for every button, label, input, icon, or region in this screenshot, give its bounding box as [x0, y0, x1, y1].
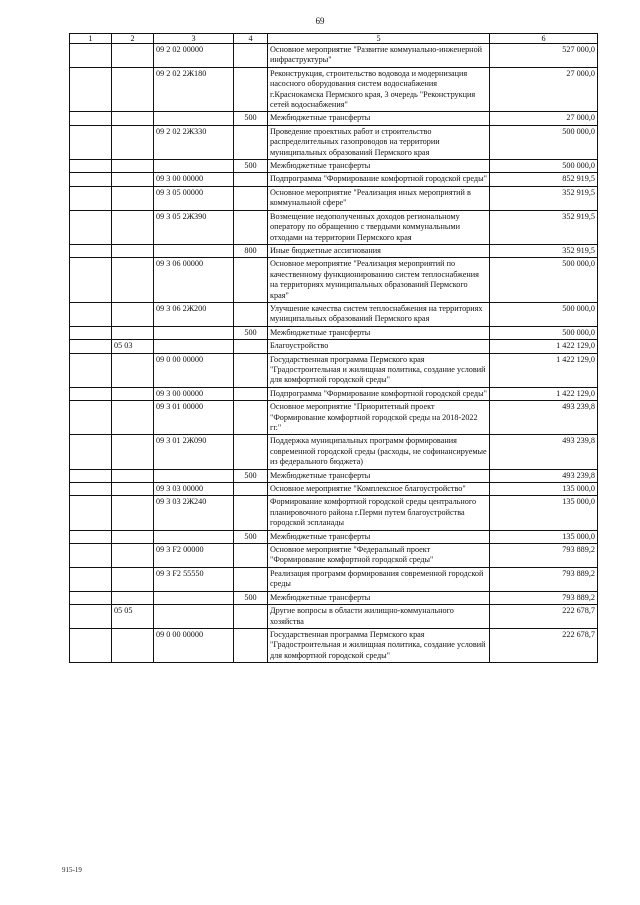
table-row [70, 401, 598, 435]
table-row [70, 469, 598, 482]
cell-col-1 [70, 302, 112, 326]
section-code-cell [112, 387, 154, 400]
table-row [70, 496, 598, 530]
budget-table [69, 33, 598, 663]
description-cell: Реконструкция, строительство водовода и модернизация насосного оборудования систем водоснабжения г.Краснокамска Пермского края, 3 очередь "Реконструкция сетей водоснабжения" [268, 67, 490, 112]
section-code-cell [112, 160, 154, 173]
expense-type-cell [234, 496, 268, 530]
expense-type-cell [234, 435, 268, 469]
section-code-cell [112, 67, 154, 112]
column-header: 5 [268, 34, 490, 44]
description-cell: Межбюджетные трансферты [268, 469, 490, 482]
cell-col-1 [70, 628, 112, 662]
table-row [70, 605, 598, 629]
target-article-cell: 09 3 00 00000 [154, 173, 234, 186]
target-article-cell: 09 2 02 2Ж180 [154, 67, 234, 112]
amount-cell: 222 678,7 [490, 605, 598, 629]
table-row [70, 67, 598, 112]
cell-col-1 [70, 496, 112, 530]
cell-col-1 [70, 401, 112, 435]
amount-cell: 493 239,8 [490, 401, 598, 435]
table-row [70, 483, 598, 496]
amount-cell: 852 919,5 [490, 173, 598, 186]
column-header: 3 [154, 34, 234, 44]
target-article-cell: 09 3 03 00000 [154, 483, 234, 496]
table-row [70, 544, 598, 568]
section-code-cell [112, 567, 154, 591]
section-code-cell [112, 544, 154, 568]
target-article-cell [154, 605, 234, 629]
amount-cell: 1 422 129,0 [490, 340, 598, 353]
description-cell: Основное мероприятие "Развитие коммунально-инженерной инфраструктуры" [268, 44, 490, 68]
target-article-cell: 09 3 06 00000 [154, 258, 234, 303]
target-article-cell [154, 340, 234, 353]
amount-cell: 352 919,5 [490, 244, 598, 257]
cell-col-1 [70, 591, 112, 604]
section-code-cell [112, 530, 154, 543]
description-cell: Благоустройство [268, 340, 490, 353]
expense-type-cell [234, 353, 268, 387]
section-code-cell: 05 03 [112, 340, 154, 353]
column-header: 6 [490, 34, 598, 44]
cell-col-1 [70, 112, 112, 125]
expense-type-cell [234, 628, 268, 662]
cell-col-1 [70, 340, 112, 353]
cell-col-1 [70, 353, 112, 387]
amount-cell: 493 239,8 [490, 435, 598, 469]
cell-col-1 [70, 530, 112, 543]
table-row [70, 353, 598, 387]
expense-type-cell [234, 44, 268, 68]
table-header-row [70, 34, 598, 44]
expense-type-cell [234, 567, 268, 591]
section-code-cell [112, 496, 154, 530]
section-code-cell [112, 210, 154, 244]
cell-col-1 [70, 326, 112, 339]
table-row [70, 628, 598, 662]
cell-col-1 [70, 210, 112, 244]
target-article-cell: 09 3 01 00000 [154, 401, 234, 435]
target-article-cell [154, 326, 234, 339]
table-row [70, 210, 598, 244]
amount-cell: 500 000,0 [490, 160, 598, 173]
section-code-cell [112, 326, 154, 339]
target-article-cell: 09 3 03 2Ж240 [154, 496, 234, 530]
description-cell: Реализация программ формирования современной городской среды [268, 567, 490, 591]
target-article-cell: 09 0 00 00000 [154, 353, 234, 387]
table-row [70, 567, 598, 591]
table-row [70, 340, 598, 353]
page-number: 69 [315, 16, 325, 26]
amount-cell: 500 000,0 [490, 258, 598, 303]
expense-type-cell: 800 [234, 244, 268, 257]
description-cell: Подпрограмма "Формирование комфортной городской среды" [268, 387, 490, 400]
cell-col-1 [70, 186, 112, 210]
expense-type-cell [234, 173, 268, 186]
table-row [70, 173, 598, 186]
section-code-cell [112, 591, 154, 604]
section-code-cell: 05 05 [112, 605, 154, 629]
expense-type-cell: 500 [234, 591, 268, 604]
column-header: 1 [70, 34, 112, 44]
target-article-cell: 09 3 05 2Ж390 [154, 210, 234, 244]
expense-type-cell: 500 [234, 112, 268, 125]
table-row [70, 302, 598, 326]
section-code-cell [112, 435, 154, 469]
section-code-cell [112, 353, 154, 387]
expense-type-cell: 500 [234, 530, 268, 543]
amount-cell: 500 000,0 [490, 302, 598, 326]
description-cell: Государственная программа Пермского края "Градостроительная и жилищная политика, создание условий для комфортной городской среды" [268, 353, 490, 387]
expense-type-cell [234, 302, 268, 326]
section-code-cell [112, 125, 154, 159]
amount-cell: 27 000,0 [490, 67, 598, 112]
description-cell: Основное мероприятие "Комплексное благоустройство" [268, 483, 490, 496]
target-article-cell: 09 3 F2 00000 [154, 544, 234, 568]
cell-col-1 [70, 435, 112, 469]
expense-type-cell [234, 340, 268, 353]
cell-col-1 [70, 173, 112, 186]
target-article-cell [154, 469, 234, 482]
target-article-cell: 09 3 06 2Ж200 [154, 302, 234, 326]
amount-cell: 135 000,0 [490, 483, 598, 496]
section-code-cell [112, 469, 154, 482]
column-header: 4 [234, 34, 268, 44]
target-article-cell [154, 530, 234, 543]
amount-cell: 500 000,0 [490, 326, 598, 339]
description-cell: Межбюджетные трансферты [268, 591, 490, 604]
expense-type-cell [234, 605, 268, 629]
expense-type-cell [234, 258, 268, 303]
column-header: 2 [112, 34, 154, 44]
description-cell: Проведение проектных работ и строительство распределительных газопроводов на территории муниципальных образований Пермского края [268, 125, 490, 159]
table-row [70, 244, 598, 257]
amount-cell: 135 000,0 [490, 530, 598, 543]
expense-type-cell [234, 67, 268, 112]
table-row [70, 44, 598, 68]
section-code-cell [112, 483, 154, 496]
target-article-cell: 09 3 F2 55550 [154, 567, 234, 591]
amount-cell: 527 000,0 [490, 44, 598, 68]
amount-cell: 493 239,8 [490, 469, 598, 482]
table-row [70, 435, 598, 469]
amount-cell: 793 889,2 [490, 591, 598, 604]
table-row [70, 326, 598, 339]
target-article-cell: 09 3 00 00000 [154, 387, 234, 400]
cell-col-1 [70, 387, 112, 400]
amount-cell: 793 889,2 [490, 544, 598, 568]
section-code-cell [112, 173, 154, 186]
footer-code: 915-19 [62, 866, 82, 874]
description-cell: Возмещение недополученных доходов региональному оператору по обращению с твердыми коммунальными отходами на территории Пермского края [268, 210, 490, 244]
description-cell: Основное мероприятие "Реализация иных мероприятий в коммунальной сфере" [268, 186, 490, 210]
description-cell: Поддержка муниципальных программ формирования современной городской среды (расходы, не софинансируемые из федерального бюджета) [268, 435, 490, 469]
amount-cell: 1 422 129,0 [490, 387, 598, 400]
expense-type-cell: 500 [234, 326, 268, 339]
expense-type-cell: 500 [234, 469, 268, 482]
cell-col-1 [70, 125, 112, 159]
amount-cell: 27 000,0 [490, 112, 598, 125]
table-row [70, 387, 598, 400]
cell-col-1 [70, 160, 112, 173]
description-cell: Межбюджетные трансферты [268, 530, 490, 543]
cell-col-1 [70, 544, 112, 568]
description-cell: Межбюджетные трансферты [268, 160, 490, 173]
cell-col-1 [70, 605, 112, 629]
amount-cell: 135 000,0 [490, 496, 598, 530]
description-cell: Основное мероприятие "Приоритетный проект "Формирование комфортной городской среды на 2018-2022 гг." [268, 401, 490, 435]
cell-col-1 [70, 567, 112, 591]
description-cell: Другие вопросы в области жилищно-коммунального хозяйства [268, 605, 490, 629]
description-cell: Основное мероприятие "Федеральный проект "Формирование комфортной городской среды" [268, 544, 490, 568]
description-cell: Государственная программа Пермского края "Градостроительная и жилищная политика, создание условий для комфортной городской среды" [268, 628, 490, 662]
table-row [70, 112, 598, 125]
section-code-cell [112, 401, 154, 435]
section-code-cell [112, 258, 154, 303]
target-article-cell: 09 3 05 00000 [154, 186, 234, 210]
target-article-cell: 09 0 00 00000 [154, 628, 234, 662]
section-code-cell [112, 244, 154, 257]
table-body [70, 44, 598, 663]
table-row [70, 591, 598, 604]
section-code-cell [112, 628, 154, 662]
cell-col-1 [70, 258, 112, 303]
description-cell: Улучшение качества систем теплоснабжения на территориях муниципальных образований Пермского края [268, 302, 490, 326]
amount-cell: 352 919,5 [490, 210, 598, 244]
description-cell: Межбюджетные трансферты [268, 326, 490, 339]
expense-type-cell [234, 544, 268, 568]
target-article-cell [154, 591, 234, 604]
section-code-cell [112, 302, 154, 326]
expense-type-cell [234, 186, 268, 210]
cell-col-1 [70, 469, 112, 482]
table-row [70, 186, 598, 210]
target-article-cell [154, 160, 234, 173]
amount-cell: 1 422 129,0 [490, 353, 598, 387]
table-row [70, 530, 598, 543]
amount-cell: 222 678,7 [490, 628, 598, 662]
expense-type-cell [234, 387, 268, 400]
table-row [70, 125, 598, 159]
target-article-cell: 09 3 01 2Ж090 [154, 435, 234, 469]
table-row [70, 160, 598, 173]
target-article-cell: 09 2 02 2Ж330 [154, 125, 234, 159]
target-article-cell [154, 244, 234, 257]
target-article-cell: 09 2 02 00000 [154, 44, 234, 68]
description-cell: Подпрограмма "Формирование комфортной городской среды" [268, 173, 490, 186]
amount-cell: 352 919,5 [490, 186, 598, 210]
expense-type-cell [234, 210, 268, 244]
amount-cell: 500 000,0 [490, 125, 598, 159]
section-code-cell [112, 44, 154, 68]
expense-type-cell: 500 [234, 160, 268, 173]
table-row [70, 258, 598, 303]
description-cell: Формирование комфортной городской среды центрального планировочного района г.Перми путем благоустройства городской эспланады [268, 496, 490, 530]
description-cell: Иные бюджетные ассигнования [268, 244, 490, 257]
cell-col-1 [70, 483, 112, 496]
expense-type-cell [234, 483, 268, 496]
cell-col-1 [70, 67, 112, 112]
section-code-cell [112, 186, 154, 210]
cell-col-1 [70, 244, 112, 257]
expense-type-cell [234, 125, 268, 159]
section-code-cell [112, 112, 154, 125]
expense-type-cell [234, 401, 268, 435]
cell-col-1 [70, 44, 112, 68]
description-cell: Межбюджетные трансферты [268, 112, 490, 125]
target-article-cell [154, 112, 234, 125]
amount-cell: 793 889,2 [490, 567, 598, 591]
description-cell: Основное мероприятие "Реализация мероприятий по качественному функционированию систем теплоснабжения на территориях муниципальных образований Пермского края" [268, 258, 490, 303]
